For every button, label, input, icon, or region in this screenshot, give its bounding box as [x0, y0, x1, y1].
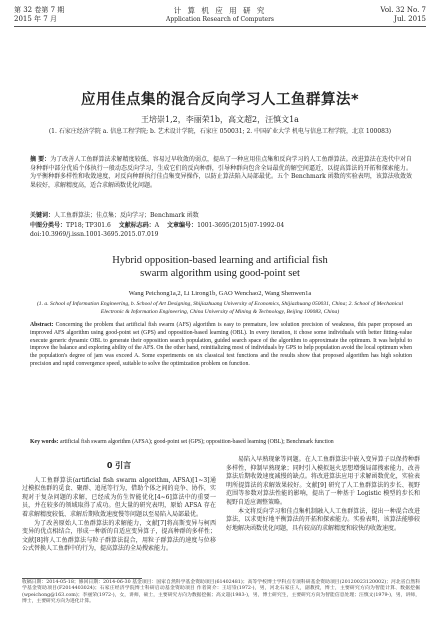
header-rule — [14, 26, 426, 27]
section-heading-introduction: 0 引言 — [106, 461, 132, 470]
title-en-line-1: Hybrid opposition-based learning and artificial fish — [112, 255, 328, 266]
affiliations-cn: (1. 石家庄经济学院 a. 信息工程学院; b. 艺术设计学院，石家庄 050031; 2. 中国矿业大学 机电与信息工程学院，北京 100083) — [48, 128, 392, 135]
article-no-value: 1001-3695(2015)07-1992-04 — [197, 222, 285, 229]
keywords-en-label: Key words: — [30, 439, 59, 445]
running-header — [14, 4, 426, 34]
affiliations-en: (1. a. School of Information Engineering, b. School of Art Designing, Shijiazhuang University of Economics, Shijiazhuang 050031, China; 2. School of Mechanical Electronic & Information Engineering, China University of Mining & Technology, Beijing 100083, China) — [36, 301, 404, 315]
article-no-label: 文章编号： — [167, 222, 198, 229]
title-en-line-2: swarm algorithm using good-point set — [140, 268, 300, 279]
paper-title-cn: 应用佳点集的混合反向学习人工鱼群算法* — [80, 92, 360, 108]
keywords-en-row — [30, 438, 412, 446]
abstract-en — [30, 322, 412, 369]
body-column-left — [22, 456, 216, 554]
clc-value: TP18; TP301.6 — [66, 222, 111, 229]
abstract-cn — [30, 156, 412, 190]
body-paragraph: 本文将反向学习和佳点集机制融入人工鱼群算法，提出一种混合改进算法，以求更好地平衡算法的开拓和探索能力。实验表明，该算法能够较好地解决函数优化问题，具有较高的求解精度和较快的收敛速度。 — [226, 507, 420, 532]
classification-row — [30, 222, 412, 230]
keywords-en: artificial fish swarm algorithm (AFSA); good-point set (GPS); opposition-based learning (OBL); Benchmark function — [59, 439, 334, 445]
abstract-en-label: Abstract: — [30, 322, 54, 328]
doc-code-value: A — [154, 222, 160, 229]
volume-issue-en: Vol. 32 No. 7 — [380, 6, 426, 14]
abstract-cn-text: 为了改善人工鱼群算法求解精度较低、容易过早收敛的弱点，提出了一种应用佳点集和反向学习的人工鱼群算法。改进算法在迭代中对自身种群中部分优质个体执行一般动态反向学习，生成它们的反向种群，引导种群向包含全局最优的解空间逼近，以提高算法的开拓和探索能力。为平衡种群多样性和收敛速度，对反向种群执行佳点集变异操作，以防止算法陷入局部最优。五个 Benchmark 函数的实验表明，该算法收敛效果较好，求解精度高，适合求解函数优化问题。 — [30, 156, 412, 189]
date-cn: 2015 年 7 月 — [14, 15, 57, 23]
date-en: Jul. 2015 — [394, 15, 426, 23]
footnote-rule — [22, 578, 142, 579]
header-right — [380, 6, 426, 24]
doc-code-label: 文献标志码： — [118, 222, 155, 229]
authors-cn: 王培崇1,2，李丽荣1b，高文超2，汪慎文1a — [141, 115, 299, 124]
body-paragraph: 人工鱼群算法(artificial fish swarm algorithm, AFSA)[1~3]通过模拟鱼群的觅食、聚群、追尾等行为，借助个体之间的竞争、协作，实现对于复杂问题的求解，已经成为仿生智能优化[4~6]算法中的重要一员，并在较多的领域取得了成功。但大量的研究表明，原始 AFSA 存在着求解精度较低、求解后期收敛速度慢等问题以至易陷入局部最优。 — [22, 476, 216, 518]
abstract-en-text: Concerning the problem that artificial fish swarm (AFS) algorithm is easy to premature, low solution precision of weakness, this paper proposed an improved AFS algorithm using good-point set (GPS) and opposition-based learning (OBL). In every iteration, it chose some individuals with better fitting-value execute generic dynamic OBL to generate their opposition search population, guided search space of the algorithm to approximate the optimum. It was helpful to improve the balance and exploring ability of the AFS. On the other hand, reinitializing most of individuals by GPS to help population avoid the local optimum when the population's degree of jam was exceed A. Some experiments on six classical test functions and the results show that proposed algorithm has high solution precision and rapid convergence speed, suitable to solve the optimization problem on function. — [30, 322, 412, 367]
authors-en: Wang Peichong1a,2, Li Lirong1b, GAO Wenchao2, Wang Shenwen1a — [128, 290, 312, 297]
doi-value: 10.3969/j.issn.1001-3695.2015.07.019 — [41, 231, 159, 238]
keywords-cn-label: 关键词： — [30, 212, 55, 219]
volume-issue-cn: 第 32 卷第 7 期 — [14, 6, 65, 14]
body-paragraph: 易陷入早熟现象等问题。在人工鱼群算法中嵌入变异算子以保持种群多样性，抑制早熟现象；同时引入模拟退火思想增强局部搜索能力，改善算法后期收敛速度减慢的缺点。将改进算法应用于求解函数优化，实验表明所提算法的求解效果较好。文献[9] 研究了人工鱼群算法的步长、视野范围等参数对算法性能的影响，提出了一种基于 Logistic 模型的步长和视野自适应调整策略。 — [226, 456, 420, 506]
keywords-cn-row — [30, 212, 412, 220]
doi-row — [30, 231, 412, 239]
doi-label: doi: — [30, 231, 42, 238]
journal-name-cn: 计 算 机 应 用 研 究 — [173, 6, 267, 15]
abstract-cn-label: 摘 要： — [30, 156, 51, 163]
journal-name-en: Application Research of Computers — [165, 16, 275, 23]
clc-label: 中图分类号： — [30, 222, 67, 229]
body-paragraph: 为了改善原始人工鱼群算法的求解能力，文献[7]将高斯变异与柯西变异的优点相结合，形成一种新的自适应变异算子，提高种群的多样性；文献[8]将人工鱼群算法与粒子群算法混合，用粒子群算法的速度与位移公式替换人工鱼群中的行为，提高算法的全局搜索能力。 — [22, 519, 216, 553]
keywords-cn: 人工鱼群算法；佳点集；反向学习；Benchmark 函数 — [54, 212, 199, 219]
body-column-right — [226, 456, 420, 533]
footnote: 收稿日期：2014-05-18；修回日期：2014-06-30 基金项目：国家自然科学基金资助项目(61402481)；高等学校博士学科点专项科研基金资助项目(20120023120002)；河北省自然科学基金资助项目(F2014403024)；石家庄经济学院博士科研启动基金资助项目 作者简介：王培崇(1972-)，男，河北石家庄人，副教授，博士，主要研究方向为智能计算、数据挖掘(wpeichong@163.com)；李丽荣(1972-)，女，讲师，硕士，主要研究方向为数据挖掘；高文超(1983-)，男，博士研究生，主要研究方向为智能信息处理；汪慎文(1979-)，男，讲师，博士，主要研究方向为进化计算。 — [22, 580, 420, 604]
paper-title-en — [0, 254, 440, 280]
